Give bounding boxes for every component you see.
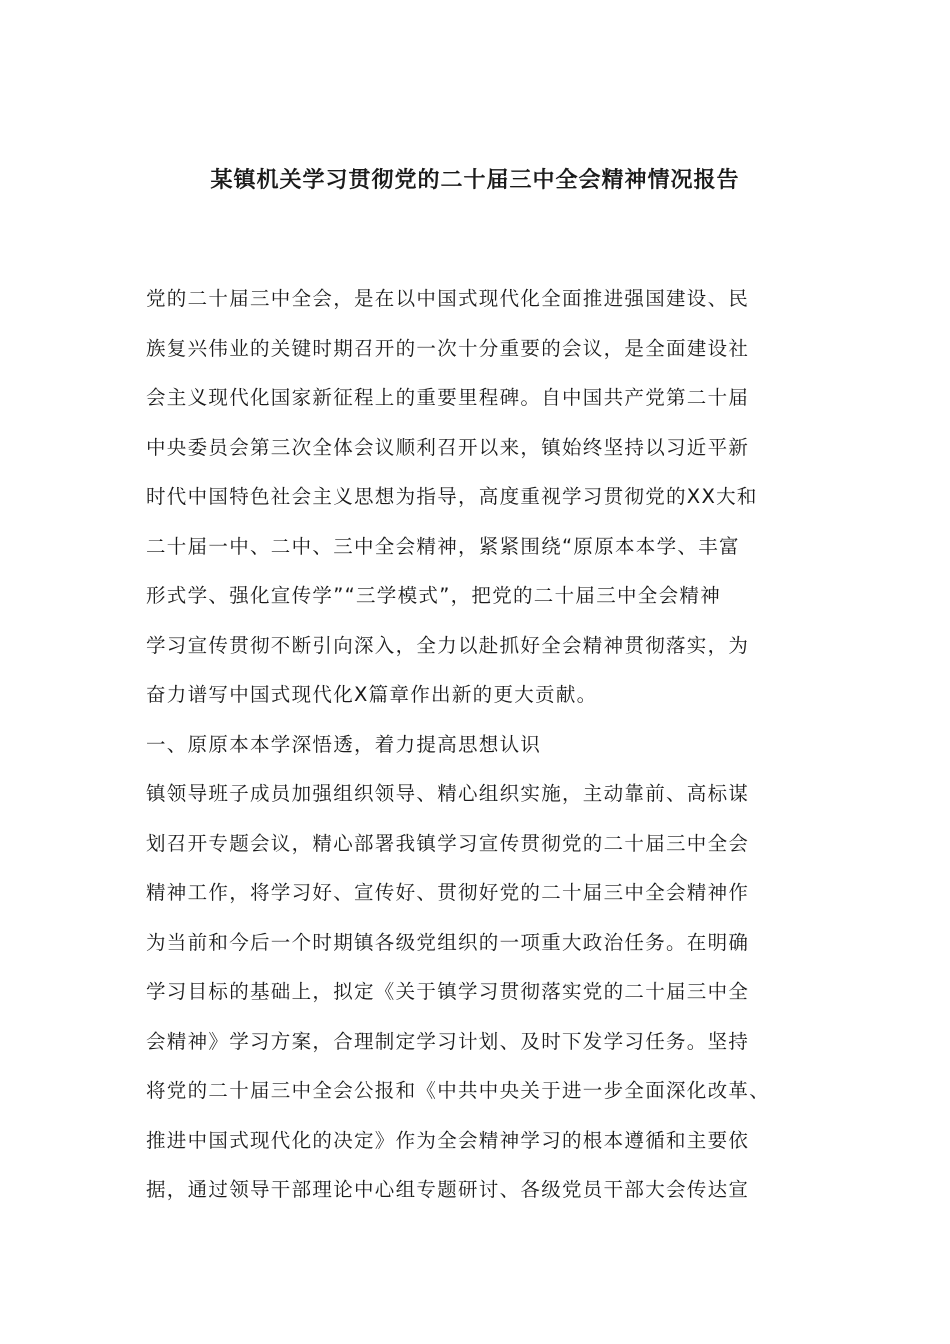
- text-line: 将党的二十届三中全会公报和《中共中央关于进一步全面深化改革、: [146, 1079, 771, 1102]
- text-line: 会精神》学习方案，合理制定学习计划、及时下发学习任务。坚持: [146, 1029, 750, 1053]
- text-line: 中央委员会第三次全体会议顺利召开以来，镇始终坚持以习近平新: [146, 435, 750, 459]
- section-heading: 一、原原本本学深悟透，着力提高思想认识: [146, 732, 542, 756]
- text-line: 学习目标的基础上，拟定《关于镇学习贯彻落实党的二十届三中全: [146, 980, 750, 1003]
- text-line: 奋力谱写中国式现代化X篇章作出新的更大贡献。: [146, 683, 598, 706]
- text-line: 学习宣传贯彻不断引向深入，全力以赴抓好全会精神贯彻落实，为: [146, 633, 750, 657]
- text-line: 据，通过领导干部理论中心组专题研讨、各级党员干部大会传达宣: [146, 1178, 750, 1201]
- text-line: 二十届一中、二中、三中全会精神，紧紧围绕“原原本本学、丰富: [146, 534, 740, 558]
- text-line: 划召开专题会议，精心部署我镇学习宣传贯彻党的二十届三中全会: [146, 831, 750, 855]
- text-line: 精神工作，将学习好、宣传好、贯彻好党的二十届三中全会精神作: [146, 881, 750, 904]
- text-line: 党的二十届三中全会，是在以中国式现代化全面推进强国建设、民: [146, 287, 750, 310]
- text-line: 形式学、强化宣传学”“三学模式”，把党的二十届三中全会精神: [146, 584, 722, 607]
- text-line: 为当前和今后一个时期镇各级党组织的一项重大政治任务。在明确: [146, 930, 750, 954]
- text-line: 会主义现代化国家新征程上的重要里程碑。自中国共产党第二十届: [146, 386, 750, 409]
- text-line: 镇领导班子成员加强组织领导、精心组织实施，主动靠前、高标谋: [146, 782, 750, 805]
- text-line: 时代中国特色社会主义思想为指导，高度重视学习贯彻党的XX大和: [146, 485, 758, 508]
- document-body: [146, 274, 836, 1215]
- text-line: 族复兴伟业的关键时期召开的一次十分重要的会议，是全面建设社: [146, 336, 750, 360]
- document-title: 某镇机关学习贯彻党的二十届三中全会精神情况报告: [210, 167, 740, 193]
- text-line: 推进中国式现代化的决定》作为全会精神学习的根本遵循和主要依: [146, 1128, 750, 1152]
